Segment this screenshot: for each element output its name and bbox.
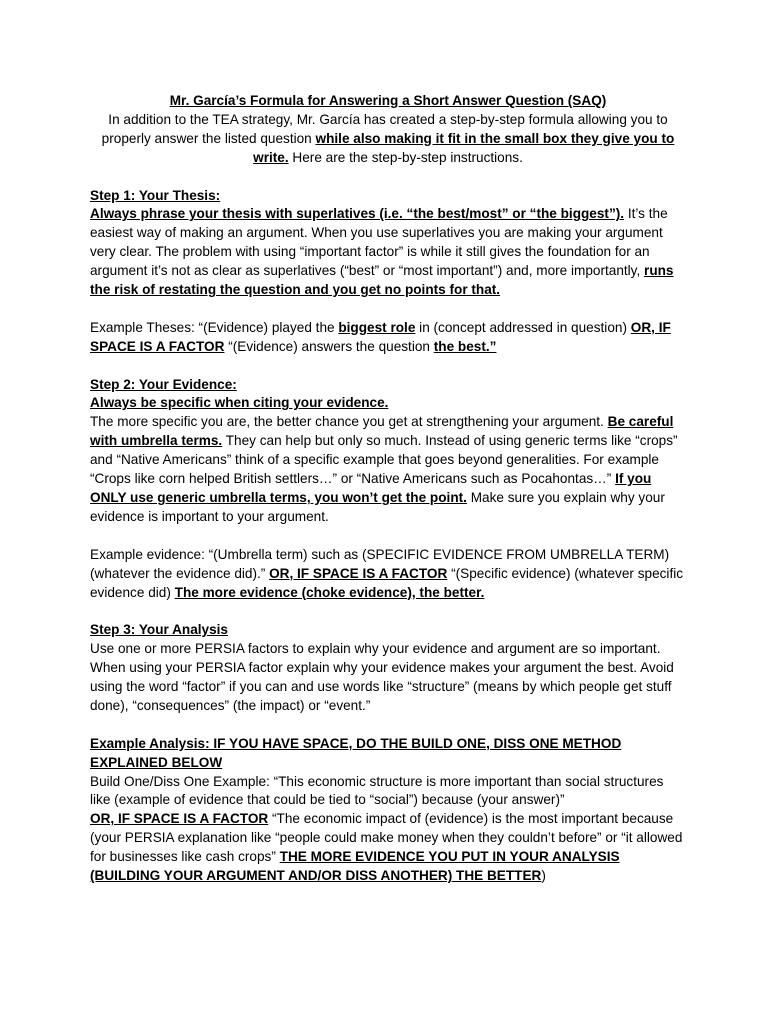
step-1-body bbox=[90, 205, 686, 300]
text-run: Example evidence: “(Umbrella term) such as (SPECIFIC EVIDENCE FROM UMBRELLA TERM) (whatever the evidence did).” bbox=[90, 546, 670, 581]
intro-paragraph bbox=[90, 111, 686, 168]
text-run: OR, IF SPACE IS A FACTOR bbox=[269, 565, 448, 581]
step-2-section bbox=[90, 376, 686, 527]
step-1-heading: Step 1: Your Thesis: bbox=[90, 187, 221, 203]
step-1-example bbox=[90, 319, 686, 357]
document-content bbox=[90, 92, 686, 886]
text-run: runs the risk of restating the question and you get no points for that. bbox=[90, 263, 674, 298]
text-run: In addition to the TEA strategy, Mr. García has created a step-by-step formula allowing you to properly answer the listed question bbox=[101, 111, 668, 146]
text-run: ) bbox=[541, 868, 546, 884]
step-3-example bbox=[90, 735, 686, 886]
text-run: Always phrase your thesis with superlatives (i.e. “the best/most” or “the biggest”). bbox=[90, 206, 625, 222]
step-3-heading: Step 3: Your Analysis bbox=[90, 622, 228, 638]
intro-block bbox=[90, 92, 686, 168]
text-run: Be careful with umbrella terms. bbox=[90, 414, 674, 449]
text-run: THE MORE EVIDENCE YOU PUT IN YOUR ANALYSIS (BUILDING YOUR ARGUMENT AND/OR DISS ANOTHER) THE BETTER bbox=[90, 849, 620, 884]
document-title: Mr. García’s Formula for Answering a Short Answer Question (SAQ) bbox=[169, 93, 607, 108]
text-run: the best.” bbox=[433, 338, 497, 354]
text-run: biggest role bbox=[338, 319, 416, 335]
step-2-body bbox=[90, 413, 686, 526]
text-run: If you ONLY use generic umbrella terms, you won’t get the point. bbox=[90, 471, 652, 505]
example-analysis bbox=[90, 735, 686, 886]
text-run: Example Analysis: IF YOU HAVE SPACE, DO THE BUILD ONE, DISS ONE METHOD EXPLAINED BELOW bbox=[90, 735, 622, 770]
text-run: “(Evidence) answers the question bbox=[224, 338, 434, 354]
text-run: Example Theses: “(Evidence) played the bbox=[90, 319, 339, 335]
text-run: Make sure you explain why your evidence is important to your argument. bbox=[90, 489, 665, 524]
text-run: The more specific you are, the better chance you get at strengthening your argument. bbox=[90, 414, 608, 430]
text-run: Use one or more PERSIA factors to explain why your evidence and argument are so important. When using your PERSIA factor explain why your evidence makes your argument the best. Avoid using the word “factor” if you can and use words like “structure” (means by which people get stuff done), “consequences” (the impact) or “event.” bbox=[90, 641, 674, 713]
text-run: “The economic impact of (evidence) is the most important because (your PERSIA explanation like “people could make money when they couldn’t before” or “it allowed for businesses like cash crops” bbox=[90, 811, 683, 865]
text-run: They can help but only so much. Instead of using generic terms like “crops” and “Native Americans” think of a specific example that goes beyond generalities. For example “Crops like corn helped British settlers…” or “Native Americans such as Pocahontas…” bbox=[90, 433, 678, 487]
step-2-example bbox=[90, 546, 686, 603]
step-3-section bbox=[90, 621, 686, 716]
step-2-heading: Step 2: Your Evidence: bbox=[90, 376, 237, 392]
text-run: Build One/Diss One Example: “This economic structure is more important than social structures like (example of evidence that could be tied to “social”) because (your answer)” bbox=[90, 773, 664, 808]
text-run: The more evidence (choke evidence), the better. bbox=[174, 584, 485, 600]
text-run: OR, IF SPACE IS A FACTOR bbox=[90, 811, 269, 827]
example-theses bbox=[90, 319, 686, 357]
text-run: It’s the easiest way of making an argument. When you use superlatives you are making your argument very clear. The problem with using “important factor” is while it still gives the foundation for an argument it’s not as clear as superlatives (“best” or “most important”) and, more importantly, bbox=[90, 206, 668, 279]
step-1-section bbox=[90, 187, 686, 300]
text-run: OR, IF SPACE IS A FACTOR bbox=[90, 319, 671, 354]
step-2-subheading: Always be specific when citing your evidence. bbox=[90, 395, 389, 411]
text-run: in (concept addressed in question) bbox=[415, 319, 631, 335]
step-3-body bbox=[90, 640, 686, 716]
text-run: while also making it fit in the small box they give you to write. bbox=[253, 130, 675, 165]
example-evidence bbox=[90, 546, 686, 603]
text-run: “(Specific evidence) (whatever specific evidence did) bbox=[90, 565, 684, 600]
text-run: Here are the step-by-step instructions. bbox=[288, 149, 523, 165]
